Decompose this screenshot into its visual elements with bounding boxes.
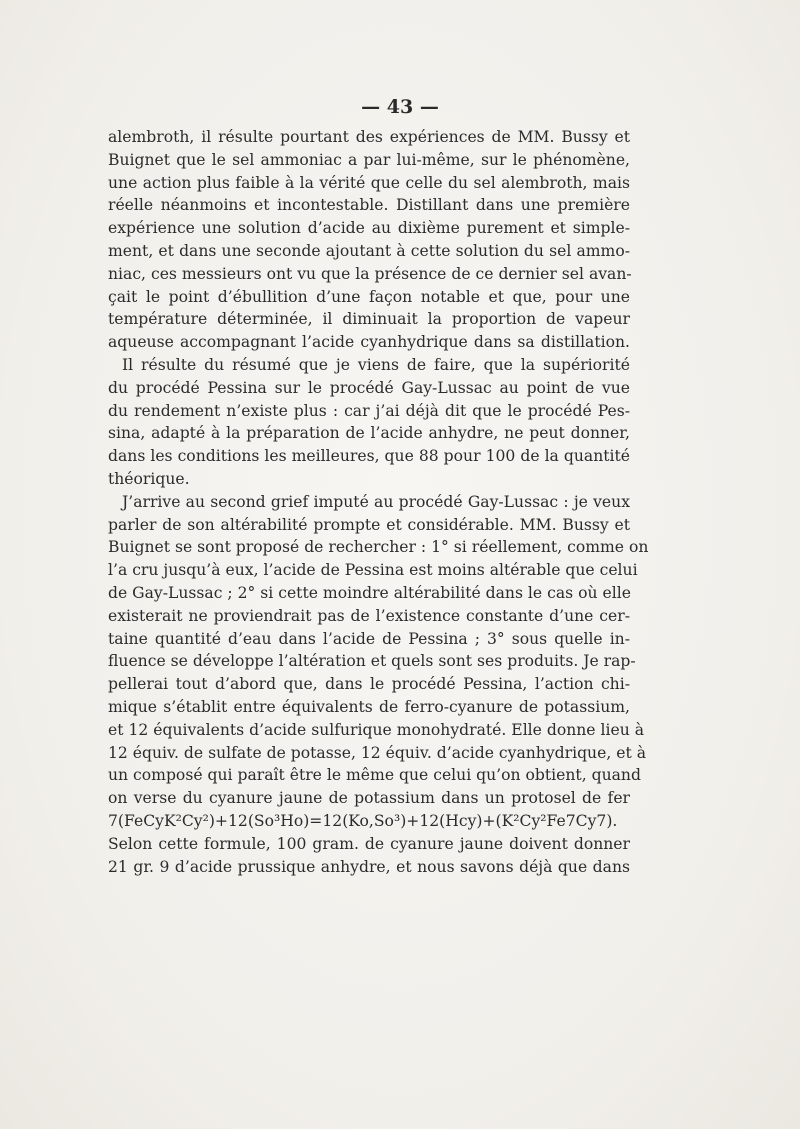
text-line: sina, adapté à la préparation de l’acide anhydre, ne peut donner, [108, 424, 630, 443]
text-line: parler de son altérabilité prompte et considérable. MM. Bussy et [108, 515, 630, 534]
text-line: du procédé Pessina sur le procédé Gay-Lussac au point de vue [108, 378, 630, 397]
text-line: réelle néanmoins et incontestable. Distillant dans une première [108, 196, 630, 215]
text-line: çait le point d’ébullition d’une façon notable et que, pour une [108, 287, 630, 306]
text-line: aqueuse accompagnant l’acide cyanhydrique dans sa distillation. [108, 333, 630, 352]
text-line: et 12 équivalents d’acide sulfurique monohydraté. Elle donne lieu à [108, 720, 644, 739]
text-line: existerait ne proviendrait pas de l’existence constante d’une cer- [108, 606, 630, 625]
text-line: fluence se développe l’altération et quels sont ses produits. Je rap- [108, 652, 636, 671]
text-line: température déterminée, il diminuait la proportion de vapeur [108, 310, 630, 329]
text-line: taine quantité d’eau dans l’acide de Pessina ; 3° sous quelle in- [108, 629, 630, 648]
text-line: expérience une solution d’acide au dixième purement et simple- [108, 219, 630, 238]
text-line: une action plus faible à la vérité que celle du sel alembroth, mais [108, 173, 630, 192]
text-line: ment, et dans une seconde ajoutant à cette solution du sel ammo- [108, 241, 630, 260]
text-line: Buignet se sont proposé de rechercher : 1° si réellement, comme on [108, 538, 649, 557]
body-text [108, 126, 649, 878]
text-line: alembroth, il résulte pourtant des expériences de MM. Bussy et [108, 128, 630, 146]
text-line: 7(FeCyK²Cy²)+12(So³Ho)=12(Ko,So³)+12(Hcy)+(K²Cy²Fe7Cy7). [108, 811, 618, 830]
text-line: mique s’établit entre équivalents de ferro-cyanure de potassium, [108, 697, 630, 716]
text-line: 21 gr. 9 d’acide prussique anhydre, et nous savons déjà que dans [108, 857, 630, 876]
text-line: dans les conditions les meilleures, que 88 pour 100 de la quantité [108, 447, 630, 466]
text-line: on verse du cyanure jaune de potassium dans un protosel de fer [108, 789, 630, 808]
text-line: pellerai tout d’abord que, dans le procédé Pessina, l’action chi- [108, 675, 630, 694]
text-line: 12 équiv. de sulfate de potasse, 12 équiv. d’acide cyanhydrique, et à [108, 743, 646, 762]
text-line: Buignet que le sel ammoniac a par lui-même, sur le phénomène, [108, 150, 630, 169]
text-line: de Gay-Lussac ; 2° si cette moindre altérabilité dans le cas où elle [108, 583, 631, 602]
text-line: du rendement n’existe plus : car j’ai déjà dit que le procédé Pes- [108, 401, 630, 420]
text-line: Selon cette formule, 100 gram. de cyanure jaune doivent donner [108, 834, 630, 853]
text-line: niac, ces messieurs ont vu que la présence de ce dernier sel avan- [108, 264, 632, 283]
text-line: l’a cru jusqu’à eux, l’acide de Pessina est moins altérable que celui [108, 561, 638, 580]
text-line: théorique. [108, 469, 190, 488]
text-line: J’arrive au second grief imputé au procédé Gay-Lussac : je veux [122, 492, 630, 511]
text-line: Il résulte du résumé que je viens de faire, que la supériorité [122, 355, 630, 374]
text-line: un composé qui paraît être le même que celui qu’on obtient, quand [108, 766, 641, 785]
page-number: — 43 — [361, 96, 439, 118]
